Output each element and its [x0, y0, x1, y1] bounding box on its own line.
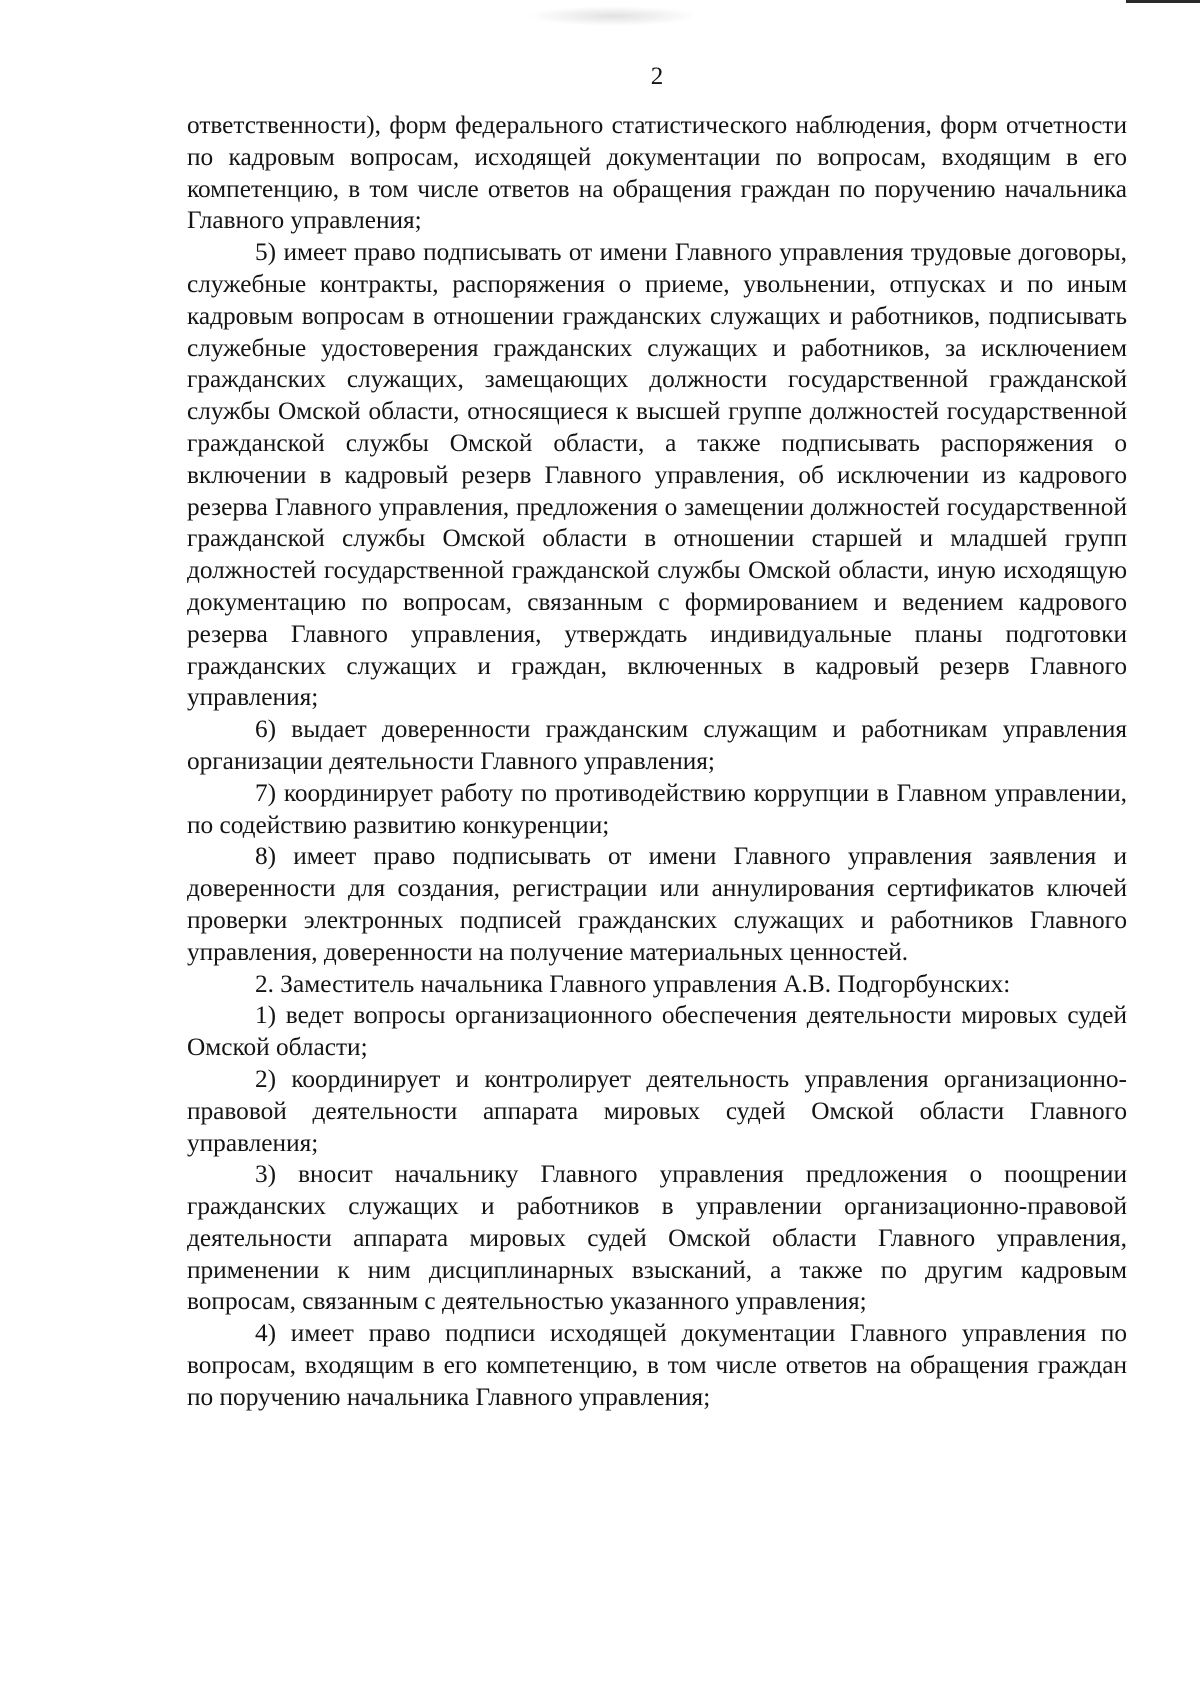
scan-smudge: [528, 6, 698, 26]
paragraph-deputy-item-4: 4) имеет право подписи исходящей документации Главного управления по вопросам, входящим в его компетенцию, в том числе ответов на обращения граждан по поручению начальника Главного управления;: [187, 1319, 1127, 1411]
paragraph-deputy-item-1: 1) ведет вопросы организационного обеспечения деятельности мировых судей Омской области;: [187, 1001, 1127, 1062]
paragraph-item-6-powers-of-attorney: 6) выдает доверенности гражданским служащим и работникам управления организации деятельности Главного управления;: [187, 715, 1127, 775]
paragraph-item-5-signing-rights: 5) имеет право подписывать от имени Главного управления трудовые договоры, служебные контракты, распоряжения о приеме, увольнении, отпусках и по иным кадровым вопросам в отношении гражданских служащих и работников, подписывать служебные удостоверения гражданских служащих и работников, за исключением гражданских служащих, замещающих должности государственной гражданской службы Омской области, относящиеся к высшей группе должностей государственной гражданской службы Омской области, а также подписывать распоряжения о включении в кадровый резерв Главного управления, об исключении из кадрового резерва Главного управления, предложения о замещении должностей государственной гражданской службы Омской области в отношении старшей и младшей групп должностей государственной гражданской службы Омской области, иную исходящую документацию по вопросам, связанным с формированием и ведением кадрового резерва Главного управления, утверждать индивидуальные планы подготовки гражданских служащих и граждан, включенных в кадровый резерв Главного управления;: [187, 238, 1127, 712]
paragraph-item-8-certificates: 8) имеет право подписывать от имени Главного управления заявления и доверенности для создания, регистрации или аннулирования сертификатов ключей проверки электронных подписей гражданских служащих и работников Главного управления, доверенности на получение материальных ценностей.: [187, 842, 1127, 966]
paragraph-section-2-deputy: 2. Заместитель начальника Главного управления А.В. Подгорбунских:: [255, 969, 1011, 998]
document-body: [187, 110, 1127, 1414]
paragraph-continuation: ответственности), форм федерального статистического наблюдения, форм отчетности по кадровым вопросам, исходящей документации по вопросам, входящим в его компетенцию, в том числе ответов на обращения граждан по поручению начальника Главного управления;: [187, 111, 1127, 235]
paragraph-item-7-anticorruption: 7) координирует работу по противодействию коррупции в Главном управлении, по содействию развитию конкуренции;: [187, 778, 1127, 839]
paragraph-deputy-item-3: 3) вносит начальнику Главного управления предложения о поощрении гражданских служащих и работников в управлении организационно-правовой деятельности аппарата мировых судей Омской области Главного управления, применении к ним дисциплинарных взысканий, а также по другим кадровым вопросам, связанным с деятельностью указанного управления;: [187, 1160, 1127, 1316]
paragraph-deputy-item-2: 2) координирует и контролирует деятельность управления организационно-правовой деятельности аппарата мировых судей Омской области Главного управления;: [187, 1064, 1127, 1157]
page-number: 2: [650, 63, 664, 90]
scan-edge-mark: [1126, 0, 1200, 3]
